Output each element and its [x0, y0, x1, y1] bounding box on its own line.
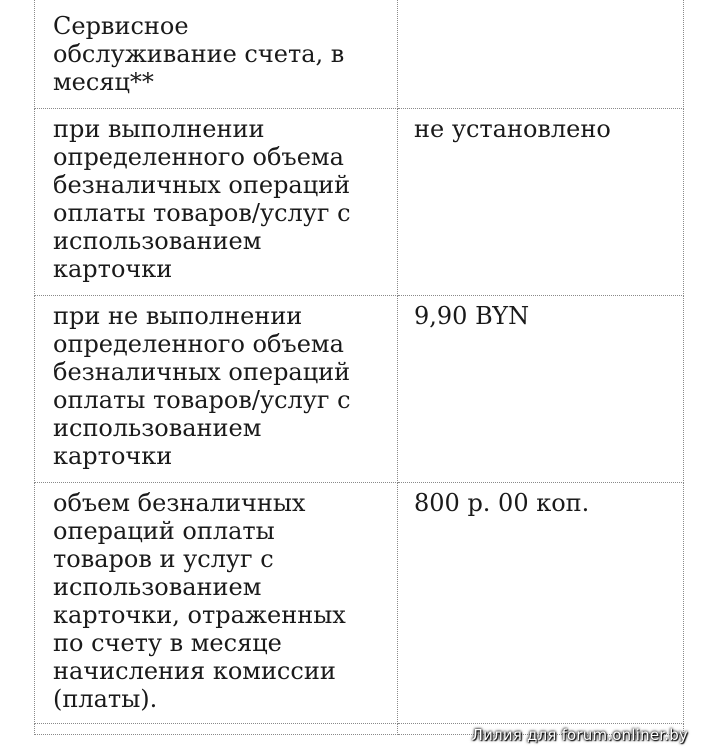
table-row: [35, 109, 684, 296]
row-value: [398, 0, 684, 109]
row-label: объем безналичных операций оплаты товаров и услуг с использованием карточки, отраженных по счету в месяце начисления комиссии (платы).: [35, 483, 398, 724]
fee-table: [34, 0, 684, 735]
row-label: Сервисное обслуживание счета, в месяц**: [35, 0, 398, 109]
row-value: 800 р. 00 коп.: [398, 483, 684, 724]
row-label: при не выполнении определенного объема безналичных операций оплаты товаров/услуг с использованием карточки: [35, 296, 398, 483]
watermark: Лилия для forum.onliner.by: [471, 726, 688, 744]
row-label: при выполнении определенного объема безналичных операций оплаты товаров/услуг с использованием карточки: [35, 109, 398, 296]
table-cell-empty: [35, 724, 398, 735]
table-row: [35, 296, 684, 483]
table-row: [35, 483, 684, 724]
row-value: не установлено: [398, 109, 684, 296]
row-value: 9,90 BYN: [398, 296, 684, 483]
table-row: [35, 0, 684, 109]
